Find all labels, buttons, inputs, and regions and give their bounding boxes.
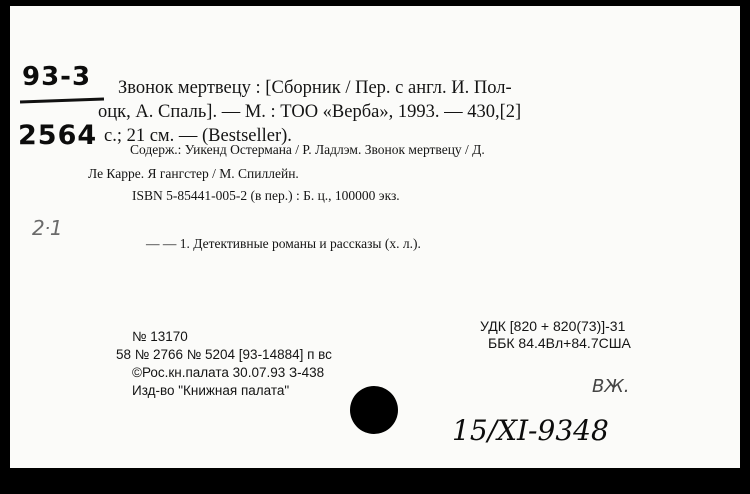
- registration-ids: 58 № 2766 № 5204 [93-14884] п вс: [116, 347, 332, 362]
- punch-hole: [350, 386, 398, 434]
- physical-description: с.; 21 см. — (Bestseller).: [104, 126, 292, 146]
- card-publisher: Изд-во "Книжная палата": [132, 383, 290, 398]
- catalog-card: [10, 6, 740, 468]
- handwritten-tracing-mark: 2ᐧ1: [32, 216, 63, 240]
- subject-tracing: — — 1. Детективные романы и рассказы (х. л.).: [146, 236, 421, 251]
- bbk-classification: ББК 84.4Вл+84.7США: [488, 335, 631, 351]
- call-number-divider: [20, 98, 104, 104]
- handwritten-accession-number: 15/XI-9348: [452, 414, 609, 447]
- contents-note: Содерж.: Уикенд Остермана / Р. Ладлэм. Звонок мертвецу / Д.: [130, 142, 485, 157]
- book-chamber-stamp: ©Рос.кн.палата 30.07.93 З-438: [132, 365, 325, 380]
- card-number: № 13170: [132, 329, 188, 344]
- call-number-bottom: 2564: [18, 120, 98, 151]
- title-continuation: оцк, А. Спаль]. — М. : ТОО «Верба», 1993. — 430,[2]: [98, 102, 522, 122]
- isbn-line: ISBN 5-85441-005-2 (в пер.) : Б. ц., 100000 экз.: [132, 188, 400, 203]
- title-line: Звонок мертвецу : [Сборник / Пер. с англ. И. Пол-: [118, 78, 512, 98]
- contents-note-continuation: Ле Карре. Я гангстер / М. Спиллейн.: [88, 166, 299, 181]
- call-number-top: 93-3: [22, 62, 92, 92]
- udc-classification: УДК [820 + 820(73)]-31: [480, 318, 626, 334]
- handwritten-scribble: ВЖ.: [592, 376, 630, 397]
